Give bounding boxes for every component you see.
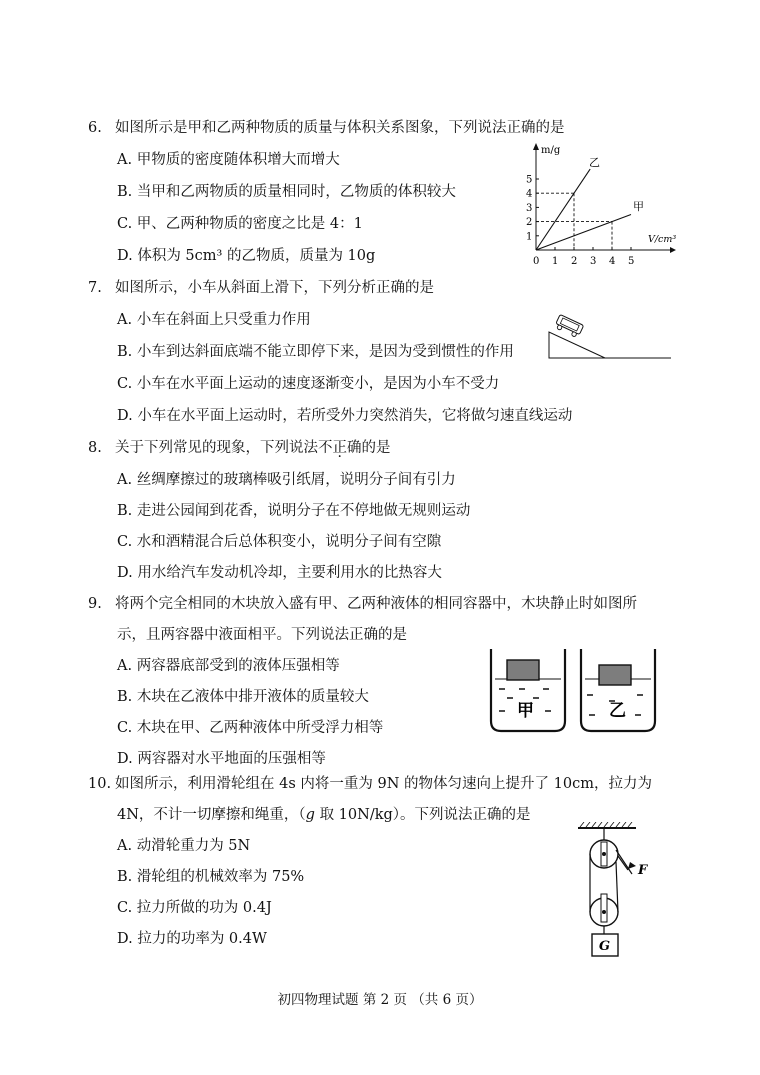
q10-option-d: D. 拉力的功率为 0.4W <box>117 931 267 947</box>
q10-option-b: B. 滑轮组的机械效率为 75% <box>117 869 305 885</box>
question-9-stem-line2: 示，且两容器中液面相平。下列说法正确的是 <box>117 627 407 643</box>
q6-option-c: C. 甲、乙两种物质的密度之比是 4：1 <box>117 216 363 232</box>
label-jia: 甲 <box>517 701 534 721</box>
force-arrow <box>628 862 636 869</box>
y-tick-label: 2 <box>526 217 533 229</box>
force-label: F <box>638 863 648 878</box>
q10-option-a: A. 动滑轮重力为 5N <box>117 838 251 854</box>
x-tick-label: 2 <box>571 256 578 267</box>
q8-option-c: C. 水和酒精混合后总体积变小，说明分子间有空隙 <box>117 534 442 550</box>
q9-option-b: B. 木块在乙液体中排开液体的质量较大 <box>117 689 369 705</box>
question-number: 7. <box>88 280 102 296</box>
q8-option-b: B. 走进公园闻到花香，说明分子在不停地做无规则运动 <box>117 503 471 519</box>
q8-option-a: A. 丝绸摩擦过的玻璃棒吸引纸屑，说明分子间有引力 <box>117 472 456 488</box>
mass-volume-graph <box>520 138 680 268</box>
x-axis-label: V/cm³ <box>648 234 677 245</box>
label-yi: 乙 <box>609 701 626 721</box>
q8-option-d: D. 用水给汽车发动机冷却，主要利用水的比热容大 <box>117 565 442 581</box>
incline <box>549 332 605 358</box>
y-tick-labels <box>526 175 539 243</box>
line-label-yi: 乙 <box>589 156 600 169</box>
q7-option-b: B. 小车到达斜面底端不能立即停下来，是因为受到惯性的作用 <box>117 344 514 360</box>
wood-block <box>507 660 539 680</box>
question-number: 10. <box>88 776 112 792</box>
ceiling-hatch <box>580 822 632 827</box>
question-6-stem: 6. 如图所示是甲和乙两种物质的质量与体积关系图象，下列说法正确的是 <box>88 120 565 136</box>
y-tick-label: 5 <box>526 174 533 186</box>
q10-option-c: C. 拉力所做的功为 0.4J <box>117 900 272 916</box>
y-axis-label: m/g <box>541 145 561 156</box>
x-tick-label: 4 <box>609 256 616 267</box>
pull-rope <box>618 856 628 870</box>
container-yi <box>581 649 655 731</box>
wood-block <box>599 665 631 685</box>
y-tick-label: 1 <box>526 231 533 243</box>
y-tick-label: 3 <box>526 202 533 214</box>
q7-option-c: C. 小车在水平面上运动的速度逐渐变小，是因为小车不受力 <box>117 376 500 392</box>
emphasis-not-correct: 不正确 <box>318 440 362 456</box>
y-axis-arrow <box>533 143 539 150</box>
two-containers-figure <box>485 645 665 737</box>
question-10-stem: 10. 如图所示，利用滑轮组在 4s 内将一重为 9N 的物体匀速向上提升了 10cm，拉力为 <box>88 776 652 792</box>
q9-option-a: A. 两容器底部受到的液体压强相等 <box>117 658 340 674</box>
x-axis-arrow <box>670 247 676 253</box>
q6-option-a: A. 甲物质的密度随体积增大而增大 <box>117 152 340 168</box>
movable-pulley-bracket <box>601 894 607 922</box>
question-7-stem: 7. 如图所示，小车从斜面上滑下，下列分析正确的是 <box>88 280 434 296</box>
page-footer: 初四物理试题 第 2 页 （共 6 页） <box>277 992 483 1008</box>
q6-option-b: B. 当甲和乙两物质的质量相同时，乙物质的体积较大 <box>117 184 456 200</box>
weight-label: G <box>599 939 611 954</box>
question-number: 9. <box>88 596 102 612</box>
x-tick-label: 1 <box>552 256 559 267</box>
question-number: 8. <box>88 440 102 456</box>
series-line-yi <box>536 169 590 250</box>
q9-option-c: C. 木块在甲、乙两种液体中所受浮力相等 <box>117 720 384 736</box>
question-9-stem: 9. 将两个完全相同的木块放入盛有甲、乙两种液体的相同容器中，木块静止时如图所 <box>88 596 637 612</box>
q7-option-a: A. 小车在斜面上只受重力作用 <box>117 312 311 328</box>
x-tick-label: 3 <box>590 256 597 267</box>
question-10-stem-line2: 4N，不计一切摩擦和绳重，（g 取 10N/kg）。下列说法正确的是 <box>117 807 531 823</box>
series-line-jia <box>536 215 631 251</box>
guide-lines <box>536 193 612 250</box>
line-label-jia: 甲 <box>633 200 644 213</box>
q6-option-d: D. 体积为 5cm³ 的乙物质，质量为 10g <box>117 248 376 264</box>
y-tick-label: 4 <box>526 188 533 200</box>
pulley-system-figure <box>570 822 660 962</box>
question-8-stem: 8. 关于下列常见的现象，下列说法不正确的是 <box>88 440 391 456</box>
x-tick-label: 5 <box>628 256 635 267</box>
incline-cart-figure <box>543 310 673 364</box>
cart <box>554 314 584 338</box>
container-jia <box>491 649 565 731</box>
question-number: 6. <box>88 120 102 136</box>
x-tick-label: 0 <box>533 256 540 267</box>
series-lines <box>536 169 631 250</box>
q9-option-d: D. 两容器对水平地面的压强相等 <box>117 751 326 767</box>
q7-option-d: D. 小车在水平面上运动时，若所受外力突然消失，它将做匀速直线运动 <box>117 408 573 424</box>
